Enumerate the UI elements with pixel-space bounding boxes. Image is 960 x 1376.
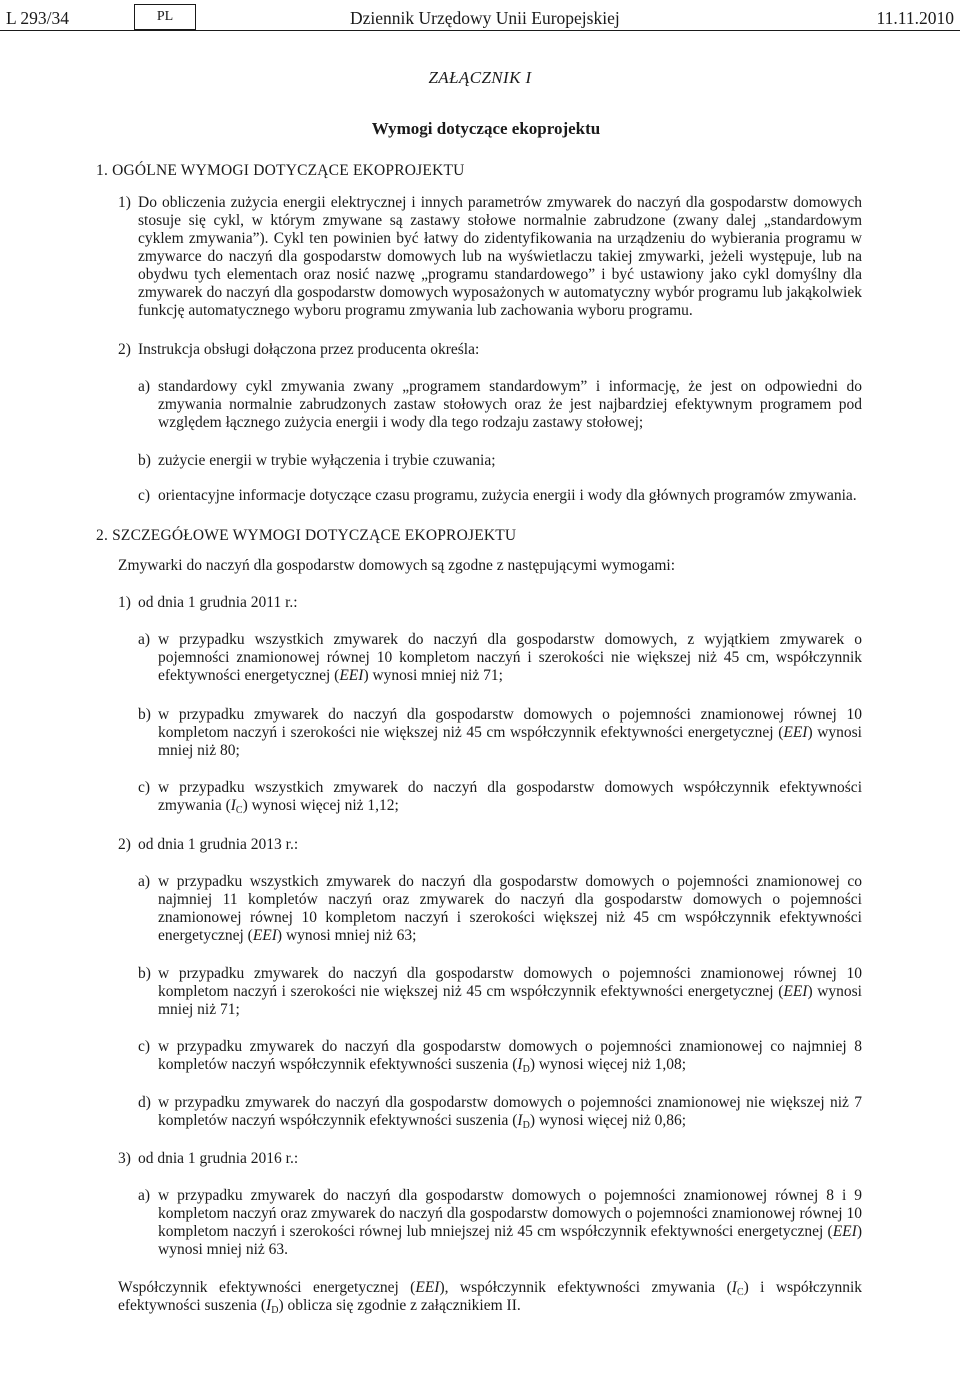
- stage-2-c-text: w przypadku zmywarek do naczyń dla gospodarstw domowych o pojemności znamionowej co najmniej 8 kompletów naczyń współczynnik efektywności suszenia $(I_D)$ wynosi więcej niż 1,08;: [158, 1038, 862, 1075]
- point-2-text: Instrukcja obsługi dołączona przez producenta określa:: [138, 341, 480, 358]
- stage-1-c-text: w przypadku wszystkich zmywarek do naczyń dla gospodarstw domowych współczynnik efektywności zmywania $(I_C)$ wynosi więcej niż 1,12;: [158, 779, 862, 816]
- stage-1-a-label: a): [138, 631, 151, 648]
- stage-2-label: 2): [118, 836, 131, 853]
- stage-1-a-text: w przypadku wszystkich zmywarek do naczyń dla gospodarstw domowych, z wyjątkiem zmywarek o pojemności znamionowej równej 10 kompletom naczyń i szerokości nie większej niż 45 cm, współczynnik efektywności energetycznej (EEI) wynosi mniej niż 71;: [158, 631, 862, 684]
- stage-3-a-text: w przypadku zmywarek do naczyń dla gospodarstw domowych o pojemności znamionowej równej 8 i 9 kompletom naczyń oraz zmywarek do naczyń dla gospodarstw domowych o pojemności znamionowej równej 10 kompletom naczyń i szerokości równej lub mniejszej niż 45 cm współczynnik efektywności energetycznej (EEI) wynosi mniej niż 63.: [158, 1187, 862, 1258]
- stage-3-a-label: a): [138, 1187, 151, 1204]
- stage-1-text: od dnia 1 grudnia 2011 r.:: [138, 594, 298, 611]
- item-c-label: c): [138, 487, 151, 504]
- final-paragraph: Współczynnik efektywności energetycznej (EEI), współczynnik efektywności zmywania $(I_C)$ i współczynnik efektywności suszenia $(I_D)$ oblicza się zgodnie z załącznikiem II.: [118, 1279, 863, 1316]
- item-b-text: zużycie energii w trybie wyłączenia i trybie czuwania;: [158, 452, 496, 469]
- page-reference: L 293/34: [6, 8, 70, 28]
- stage-1-b-label: b): [138, 706, 151, 723]
- stage-2-text: od dnia 1 grudnia 2013 r.:: [138, 836, 299, 853]
- annex-label: ZAŁĄCZNIK I: [428, 68, 532, 87]
- stage-1-label: 1): [118, 594, 131, 611]
- point-2-label: 2): [118, 341, 131, 358]
- section-2-heading: 2. SZCZEGÓŁOWE WYMOGI DOTYCZĄCE EKOPROJEKTU: [96, 527, 517, 544]
- point-1-text: Do obliczenia zużycia energii elektrycznej i innych parametrów zmywarek do naczyń dla gospodarstw domowych stosuje się cykl, w którym zmywane są zastawy stołowe normalnie zabrudzone (zwany dalej „standardowym cyklem zmywania”). Cykl ten powinien być łatwy do zidentyfikowania na urządzeniu do wybierania programu w zmywarce do naczyń dla gospodarstw domowych lub na wyświetlaczu takiej zmywarki, jeżeli występuje, lub na obydwu tych elementach oraz nosić nazwę „programu standardowego” i być ustawiony jako cykl domyślny dla zmywarek do naczyń dla gospodarstw domowych wyposażonych w automatyczny wybór programu lub jakąkolwiek funkcję automatycznego wyboru programu zmywania lub zachowania wyboru programu.: [138, 194, 862, 319]
- point-1-label: 1): [118, 194, 131, 211]
- section-1-heading: 1. OGÓLNE WYMOGI DOTYCZĄCE EKOPROJEKTU: [96, 162, 465, 179]
- stage-1-b-text: w przypadku zmywarek do naczyń dla gospodarstw domowych o pojemności znamionowej równej 10 kompletom naczyń i szerokości nie większej niż 45 cm współczynnik efektywności energetycznej (EEI) wynosi mniej niż 80;: [158, 706, 862, 759]
- stage-2-a-text: w przypadku wszystkich zmywarek do naczyń dla gospodarstw domowych o pojemności znamionowej co najmniej 11 kompletów naczyń oraz zmywarek do naczyń dla gospodarstw domowych o pojemności znamionowej równej 10 kompletom naczyń i szerokości większej niż 45 cm współczynnik efektywności energetycznej (EEI) wynosi mniej niż 63;: [158, 873, 862, 944]
- stage-2-d-text: w przypadku zmywarek do naczyń dla gospodarstw domowych o pojemności znamionowej nie większej niż 7 kompletów naczyń współczynnik efektywności suszenia $(I_D)$ wynosi więcej niż 0,86;: [158, 1094, 862, 1131]
- stage-2-d-label: d): [138, 1094, 151, 1111]
- stage-3-text: od dnia 1 grudnia 2016 r.:: [138, 1150, 299, 1167]
- item-c-text: orientacyjne informacje dotyczące czasu programu, zużycia energii i wody dla głównych programów zmywania.: [158, 487, 857, 504]
- publication-date: 11.11.2010: [876, 8, 954, 28]
- stage-2-b-label: b): [138, 965, 151, 982]
- item-b-label: b): [138, 452, 151, 469]
- stage-2-a-label: a): [138, 873, 151, 890]
- journal-title: Dziennik Urzędowy Unii Europejskiej: [350, 8, 620, 28]
- page-header: [0, 4, 960, 32]
- item-a-label: a): [138, 378, 151, 395]
- stage-3-label: 3): [118, 1150, 131, 1167]
- stage-2-b-text: w przypadku zmywarek do naczyń dla gospodarstw domowych o pojemności znamionowej równej 10 kompletom naczyń i szerokości nie większej niż 45 cm współczynnik efektywności energetycznej (EEI) wynosi mniej niż 71;: [158, 965, 862, 1018]
- header-rule: [0, 30, 960, 31]
- language-box: PL: [134, 4, 196, 30]
- stage-1-c-label: c): [138, 779, 151, 796]
- item-a-text: standardowy cykl zmywania zwany „programem standardowym” i informację, że jest on odpowiedni do zmywania normalnie zabrudzonych zastaw stołowych oraz że jest najbardziej efektywnym programem pod względem łącznego zużycia energii i wody dla tego rodzaju zastawy stołowej;: [158, 378, 862, 431]
- stage-2-c-label: c): [138, 1038, 151, 1055]
- section-2-intro: Zmywarki do naczyń dla gospodarstw domowych są zgodne z następującymi wymogami:: [118, 557, 676, 574]
- annex-title: Wymogi dotyczące ekoprojektu: [371, 119, 601, 138]
